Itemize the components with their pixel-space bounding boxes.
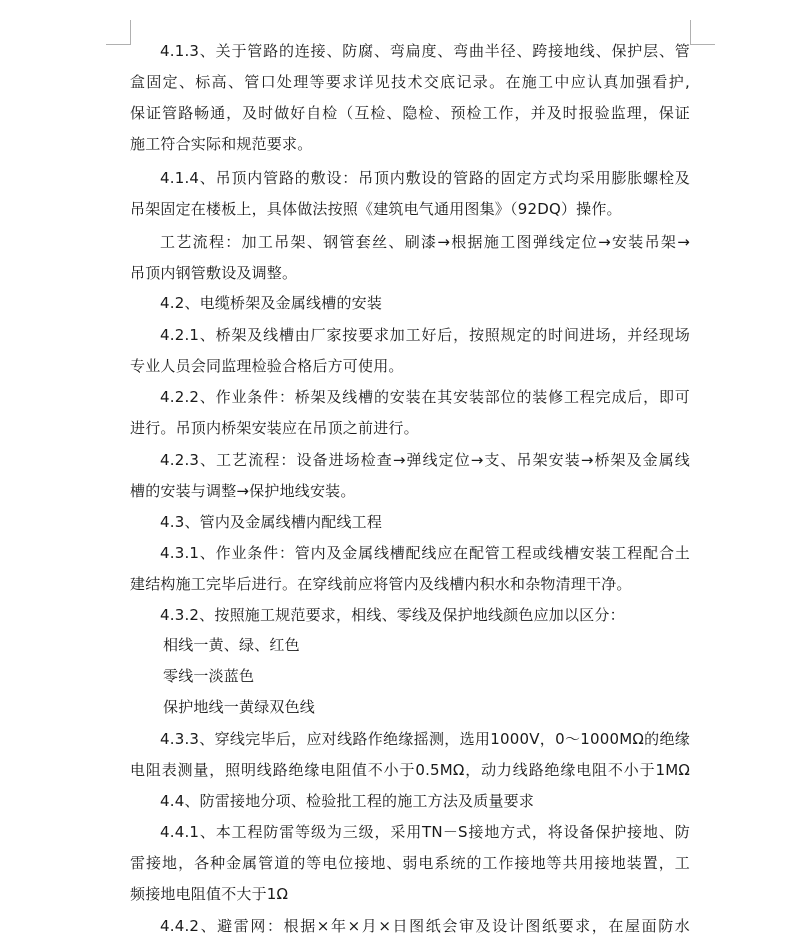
- paragraph-line: 专业人员会同监理检验合格后方可使用。: [130, 357, 404, 375]
- paragraph-line: 4.3.2、按照施工规范要求，相线、零线及保护地线颜色应加以区分：: [160, 606, 625, 624]
- paragraph-line: 4.1.3、关于管路的连接、防腐、弯扁度、弯曲半径、跨接地线、保护层、管: [160, 42, 690, 60]
- paragraph-line: 4.2.2、作业条件：桥架及线槽的安装在其安装部位的装修工程完成后，即可: [160, 388, 690, 406]
- paragraph-line: 吊架固定在楼板上，具体做法按照《建筑电气通用图集》（92DQ）操作。: [130, 200, 622, 218]
- paragraph-line: 4.4.1、本工程防雷等级为三级，采用TN－S接地方式，将设备保护接地、防: [160, 823, 690, 841]
- paragraph-line: 4.4.2、避雷网：根据×年×月×日图纸会审及设计图纸要求，在屋面防水: [160, 917, 690, 935]
- section-heading: 4.4、防雷接地分项、检验批工程的施工方法及质量要求: [160, 792, 535, 810]
- paragraph-line: 施工符合实际和规范要求。: [130, 135, 313, 153]
- section-heading: 4.3、管内及金属线槽内配线工程: [160, 513, 383, 531]
- section-heading: 4.2、电缆桥架及金属线槽的安装: [160, 294, 383, 312]
- paragraph-line: 盒固定、标高、管口处理等要求详见技术交底记录。在施工中应认真加强看护,: [130, 73, 690, 91]
- margin-corner-mark-right: [690, 20, 715, 45]
- paragraph-line: 电阻表测量，照明线路绝缘电阻值不小于0.5MΩ，动力线路绝缘电阻不小于1MΩ: [130, 761, 690, 779]
- paragraph-line: 进行。吊顶内桥架安装应在吊顶之前进行。: [130, 419, 419, 437]
- list-item: 保护地线一黄绿双色线: [163, 698, 316, 716]
- paragraph-line: 4.2.1、桥架及线槽由厂家按要求加工好后，按照规定的时间进场，并经现场: [160, 326, 690, 344]
- paragraph-line: 雷接地，各种金属管道的等电位接地、弱电系统的工作接地等共用接地装置，工: [130, 854, 690, 872]
- paragraph-line: 吊顶内钢管敷设及调整。: [130, 264, 298, 282]
- paragraph-line: 槽的安装与调整→保护地线安装。: [130, 482, 356, 500]
- paragraph-line: 频接地电阻值不大于1Ω: [130, 885, 289, 903]
- paragraph-line: 4.3.1、作业条件：管内及金属线槽配线应在配管工程或线槽安装工程配合土: [160, 544, 690, 562]
- paragraph-line: 建结构施工完毕后进行。在穿线前应将管内及线槽内积水和杂物清理干净。: [130, 575, 632, 593]
- list-item: 相线一黄、绿、红色: [163, 636, 300, 654]
- paragraph-line: 4.1.4、吊顶内管路的敷设：吊顶内敷设的管路的固定方式均采用膨胀螺栓及: [160, 169, 690, 187]
- paragraph-line: 4.2.3、工艺流程：设备进场检查→弹线定位→支、吊架安装→桥架及金属线: [160, 451, 690, 469]
- paragraph-line: 4.3.3、穿线完毕后，应对线路作绝缘摇测，选用1000V，0～1000MΩ的绝缘: [160, 730, 690, 748]
- paragraph-line: 保证管路畅通，及时做好自检（互检、隐检、预检工作，并及时报验监理，保证: [130, 104, 690, 122]
- list-item: 零线一淡蓝色: [163, 667, 255, 685]
- paragraph-line: 工艺流程：加工吊架、钢管套丝、刷漆→根据施工图弹线定位→安装吊架→: [160, 233, 690, 251]
- margin-corner-mark-left: [106, 20, 131, 45]
